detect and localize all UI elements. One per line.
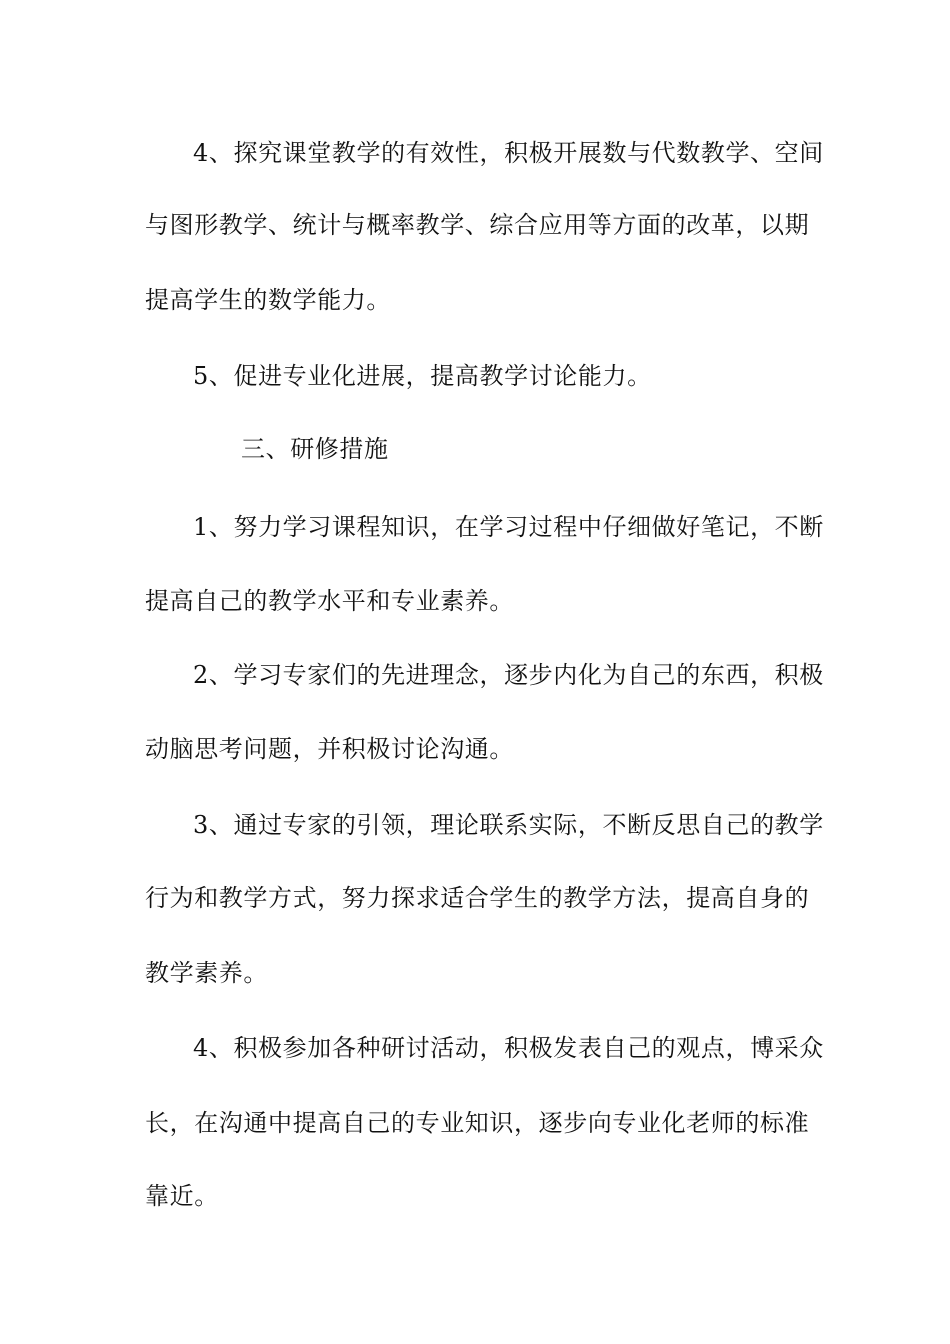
text-line: 与图形教学、统计与概率教学、综合应用等方面的改革，以期 (145, 211, 810, 239)
text-line: 4、探究课堂教学的有效性，积极开展数与代数教学、空间 (193, 139, 824, 167)
text-line: 提高自己的教学水平和专业素养。 (145, 587, 514, 615)
text-line: 1、努力学习课程知识，在学习过程中仔细做好笔记，不断 (193, 513, 824, 541)
text-line: 行为和教学方式，努力探求适合学生的教学方法，提高自身的 (145, 884, 810, 912)
text-line: 动脑思考问题，并积极讨论沟通。 (145, 735, 514, 763)
text-line: 教学素养。 (145, 959, 268, 987)
text-line: 5、促进专业化进展，提高教学讨论能力。 (193, 362, 652, 390)
text-line: 靠近。 (145, 1182, 219, 1210)
text-line: 2、学习专家们的先进理念，逐步内化为自己的东西，积极 (193, 661, 824, 689)
section-heading: 三、研修措施 (241, 435, 389, 463)
text-line: 长，在沟通中提高自己的专业知识，逐步向专业化老师的标准 (145, 1109, 810, 1137)
text-line: 3、通过专家的引领，理论联系实际，不断反思自己的教学 (193, 811, 824, 839)
text-line: 提高学生的数学能力。 (145, 286, 391, 314)
text-line: 4、积极参加各种研讨活动，积极发表自己的观点，博采众 (193, 1034, 824, 1062)
